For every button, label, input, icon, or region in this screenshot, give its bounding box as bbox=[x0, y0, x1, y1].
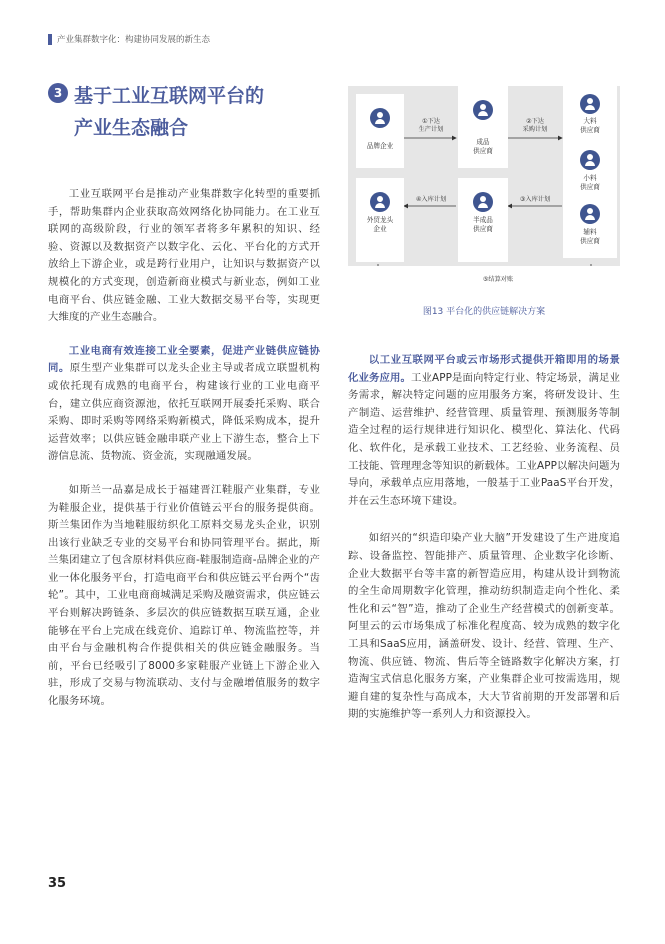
right-column bbox=[348, 352, 620, 740]
section-number-badge: 3 bbox=[48, 83, 68, 103]
paragraph-text: 如斯兰一品嘉是成长于福建晋江鞋服产业集群，专业为鞋服企业，提供基于行业价值链云平台的服务提供商。斯兰集团作为当地鞋服纺织化工原料交易龙头企业，识别出该行业缺乏专业的交易平台和协同管理平台。据此，斯兰集团建立了包含原材料供应商-鞋服制造商-品牌企业的产业一体化服务平台，打造电商平台和供应链云平台两个“齿轮”。其中，工业电商商城满足采购及融资需求，供应链云平台则解决跨链条、多层次的供应链数据互联互通，企业能够在平台上完成在线竞价、追踪订单、物流监控等，并由平台与金融机构合作提供相关的供应链金融服务。当前，平台已经吸引了8000多家鞋服产业链上下游企业入驻，形成了交易与物流联动、支付与金融增值服务的数字化服务环境。 bbox=[48, 483, 320, 708]
person-icon bbox=[473, 100, 493, 120]
person-icon bbox=[580, 150, 600, 170]
body-paragraph bbox=[348, 352, 620, 510]
paragraph-text: 如绍兴的“织造印染产业大脑”开发建设了生产进度追踪、设备监控、智能排产、质量管理、企业数字化诊断、企业大数据平台等丰富的新智造应用，构建从设计到物流的全生命周期数字化管理，推动纺织制造走向个性化、柔性化和云“智”造，推动了企业生产经营模式的创新变革。阿里云的云市场集成了标准化程度高、较为成熟的数字化工具和SaaS应用，涵盖研发、设计、经营、管理、生产、物流、供应链、物流、售后等全链路数字化解决方案，打造淘宝式信息化服务方案，产业集群企业可按需选用，规避自建的复杂性与高成本，大大节省前期的开发部署和后期的实施维护等一系列人力和资源投入。 bbox=[348, 532, 620, 721]
supply-chain-diagram bbox=[348, 86, 620, 266]
person-icon bbox=[370, 108, 390, 128]
arrow-label-settlement: ⑤结算对账 bbox=[482, 276, 514, 283]
body-paragraph bbox=[48, 343, 320, 466]
section-title-line2: 产业生态融合 bbox=[74, 117, 189, 139]
arrow-label: ②下达 采购计划 bbox=[522, 118, 548, 133]
node-label: 外贸龙头 企业 bbox=[366, 216, 394, 233]
header-accent-bar bbox=[48, 34, 52, 45]
header-text: 产业集群数字化：构建协同发展的新生态 bbox=[57, 35, 211, 45]
person-icon bbox=[580, 204, 600, 224]
body-paragraph bbox=[48, 482, 320, 711]
paragraph-highlight: 工业电商有效连接工业全要素，促进产业链供应链协同。 bbox=[48, 344, 320, 375]
person-icon bbox=[580, 94, 600, 114]
section-title-line1: 基于工业互联网平台的 bbox=[74, 85, 265, 107]
node-semi-supplier bbox=[458, 178, 508, 262]
node-brand bbox=[356, 94, 404, 168]
body-paragraph bbox=[348, 530, 620, 724]
page-number: 35 bbox=[48, 876, 67, 891]
paragraph-text: 工业互联网平台是推动产业集群数字化转型的重要抓手，帮助集群内企业获取高效网络化协同能力。在工业互联网的高级阶段，行业的领军者将多年累积的知识、经验、资源以及数据资产以数字化、云化、平台化的方式开放给上下游企业，或是跨行业用户，让知识与数据资产以规模化的方式变现，创造新商业模式与新业态，例如工业电商平台、供应链金融、工业大数据交易平台等，实现更大维度的产业生态融合。 bbox=[48, 188, 320, 324]
arrow-settlement bbox=[378, 264, 591, 266]
node-supplier-group bbox=[563, 86, 617, 258]
paragraph-text: 原生型产业集群可以龙头企业主导或者成立联盟机构或依托现有成熟的电商平台，构建该行业的工业电商平台，建立供应商资源池，依托互联网开展委托采购、联合采购、即时采购等网络采购新模式，降低采购成本，提升运营效率；以供应链金融串联产业上下游生态，整合上下游信息流、货物流、资金流，实现融通发展。 bbox=[48, 362, 320, 463]
section-heading bbox=[48, 80, 320, 144]
node-outsource-leader bbox=[356, 178, 404, 262]
person-icon bbox=[473, 192, 493, 212]
body-paragraph bbox=[48, 186, 320, 327]
node-label: 成品 供应商 bbox=[473, 138, 493, 155]
paragraph-highlight: 以工业互联网平台或云市场形式提供开箱即用的场景化业务应用。 bbox=[348, 354, 620, 384]
left-column bbox=[48, 80, 320, 727]
paragraph-text: 工业APP是面向特定行业、特定场景，满足业务需求，解决特定问题的应用服务方案，将研发设计、生产制造、运营维护、经营管理、质量管理、预测服务等制造全过程的运行规律进行知识化、模型化、算法化、代码化、软件化，是承载工业技术、工艺经验、业务流程、员工技能、管理理念等知识的新载体。工业APP以解决问题为导向，承载单点应用落地，一般基于工业PaaS平台开发，并在云生态环境下建设。 bbox=[348, 371, 620, 507]
section-title bbox=[74, 80, 264, 144]
node-product-supplier bbox=[458, 86, 508, 168]
arrow-label: ①下达 生产计划 bbox=[418, 118, 444, 133]
node-label: 大料 供应商 bbox=[580, 117, 600, 134]
figure-caption: 图13 平台化的供应链解决方案 bbox=[422, 307, 546, 317]
arrow-label: ④入库计划 bbox=[415, 196, 447, 203]
node-label: 小料 供应商 bbox=[580, 174, 600, 191]
node-label: 品牌企业 bbox=[366, 142, 394, 150]
arrow-label: ③入库计划 bbox=[519, 196, 551, 203]
node-label: 半成品 供应商 bbox=[473, 216, 493, 233]
running-header bbox=[48, 33, 210, 45]
node-label: 辅料 供应商 bbox=[580, 228, 600, 245]
person-icon bbox=[370, 192, 390, 212]
